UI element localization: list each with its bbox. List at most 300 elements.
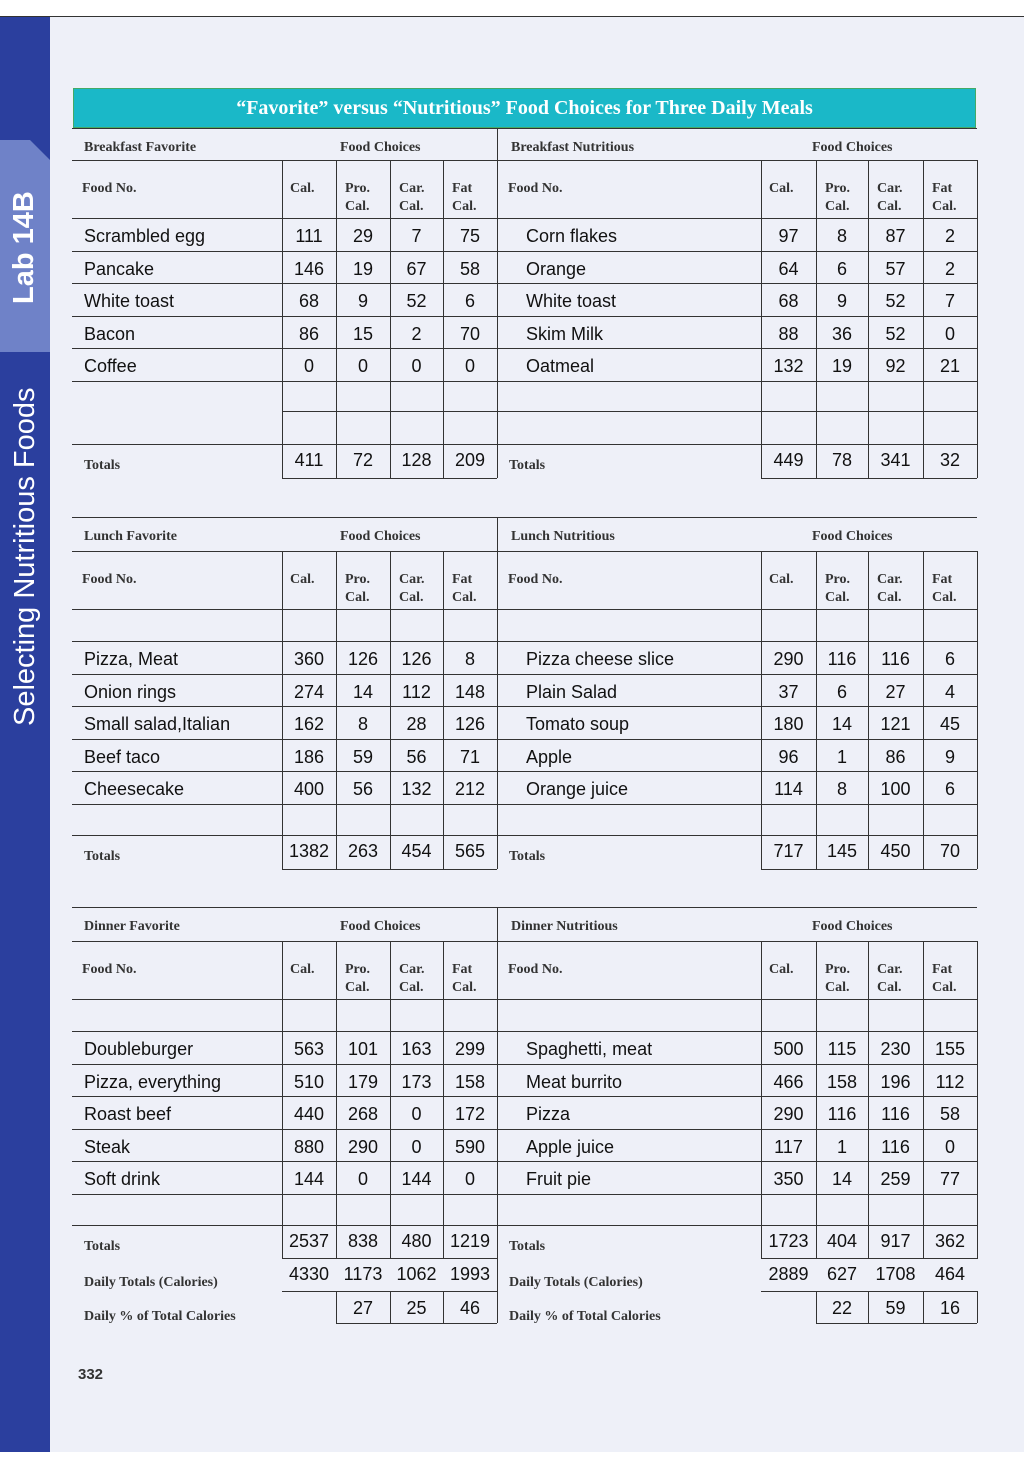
food-name: Fruit pie (526, 1169, 592, 1189)
total-value: 565 (454, 840, 486, 861)
nutritious-heading: Lunch Nutritious (511, 529, 615, 544)
total-value: 70 (939, 840, 961, 861)
total-value: 1723 (768, 1230, 809, 1251)
grid-line (72, 1194, 977, 1195)
car2-header: Cal. (399, 590, 424, 605)
grid-line (761, 1258, 977, 1259)
grid-line (72, 1096, 977, 1097)
grid-line (282, 411, 977, 412)
cal-value: 132 (773, 356, 804, 376)
pro-value: 6 (836, 681, 847, 702)
food-name: Coffee (84, 356, 137, 376)
fat-value: 9 (944, 746, 955, 767)
fat-value: 0 (944, 323, 955, 344)
food-name: Skim Milk (526, 323, 603, 344)
food-name: Pancake (84, 258, 155, 279)
food-name: Meat burrito (526, 1071, 623, 1092)
daily-total-value: 1708 (875, 1263, 916, 1284)
food-name: Pizza (526, 1104, 571, 1124)
food-name: Orange (526, 258, 587, 279)
pro-value: 36 (831, 323, 853, 344)
fat-value: 58 (939, 1104, 961, 1124)
grid-line (497, 1289, 498, 1323)
fat-value: 75 (459, 226, 481, 246)
fat-value: 4 (944, 681, 955, 702)
lab-label: Lab 14B (8, 191, 40, 304)
food-name: Cheesecake (84, 779, 185, 799)
grid-line (868, 1291, 869, 1323)
car-value: 173 (401, 1071, 432, 1092)
cal-value: 180 (773, 714, 804, 734)
pro-value: 14 (352, 681, 374, 702)
food-name: Apple juice (526, 1136, 615, 1157)
fat1-header: Fat (932, 962, 953, 977)
food-no-header: Food No. (82, 181, 137, 196)
fat-value: 70 (459, 323, 481, 344)
total-value: 263 (347, 840, 379, 861)
fat-value: 590 (454, 1136, 486, 1157)
pro-value: 6 (836, 258, 847, 279)
pro1-header: Pro. (345, 572, 371, 587)
total-value: 717 (773, 840, 804, 861)
cal-value: 37 (778, 681, 799, 702)
fat-value: 2 (944, 226, 955, 246)
cal-value: 146 (293, 258, 325, 279)
cal-value: 563 (293, 1039, 325, 1059)
cal-value: 400 (293, 779, 325, 799)
car-value: 0 (411, 1136, 422, 1157)
car-value: 163 (401, 1039, 432, 1059)
daily-pct-label: Daily % of Total Calories (509, 1308, 661, 1324)
car1-header: Car. (877, 572, 903, 587)
grid-line (977, 551, 978, 869)
fat-value: 2 (944, 258, 955, 279)
grid-line (282, 160, 283, 478)
total-value: 450 (880, 840, 911, 861)
grid-line (816, 941, 817, 1259)
pro1-header: Pro. (825, 962, 851, 977)
cal-value: 86 (298, 323, 320, 344)
grid-line (977, 941, 978, 1259)
food-name: Orange juice (526, 779, 629, 799)
car1-header: Car. (877, 962, 903, 977)
pro-value: 29 (352, 226, 374, 246)
fat-value: 112 (935, 1071, 965, 1092)
fat-value: 0 (944, 1136, 955, 1157)
car-value: 56 (406, 746, 427, 767)
fat-value: 172 (454, 1104, 486, 1124)
grid-line (72, 835, 977, 836)
daily-total-value: 2889 (768, 1263, 809, 1284)
food-name: Onion rings (84, 681, 177, 702)
totals-label: Totals (84, 1238, 121, 1254)
grid-line (761, 1291, 977, 1292)
grid-line (336, 551, 337, 869)
car-value: 2 (411, 323, 422, 344)
grid-line (282, 1258, 497, 1259)
grid-line (443, 1291, 444, 1323)
fat-value: 7 (944, 291, 955, 311)
grid-line (72, 348, 977, 349)
daily-total-value: 1993 (449, 1263, 491, 1284)
grid-line (816, 160, 817, 478)
grid-line (923, 941, 924, 1259)
cal-header: Cal. (769, 962, 794, 977)
food-name: Scrambled egg (84, 226, 206, 246)
grid-line (72, 739, 977, 740)
car-value: 230 (880, 1039, 911, 1059)
car-value: 27 (885, 681, 906, 702)
car-value: 52 (406, 291, 427, 311)
daily-total-value: 1173 (343, 1263, 383, 1284)
cal-value: 500 (773, 1039, 804, 1059)
total-value: 449 (773, 449, 804, 470)
total-value: 404 (826, 1230, 858, 1251)
daily-pct-label: Daily % of Total Calories (84, 1308, 236, 1324)
total-value: 209 (454, 449, 486, 470)
fat-value: 45 (939, 714, 961, 734)
pro2-header: Cal. (825, 199, 850, 214)
food-no-header: Food No. (82, 962, 137, 977)
car1-header: Car. (399, 962, 425, 977)
grid-line (761, 941, 762, 1259)
cal-value: 144 (293, 1169, 325, 1189)
fat2-header: Cal. (932, 980, 957, 995)
pro-value: 59 (352, 746, 374, 767)
grid-line (761, 551, 762, 869)
food-choices-heading: Food Choices (812, 529, 893, 544)
pro2-header: Cal. (345, 199, 370, 214)
fat-value: 0 (464, 356, 475, 376)
daily-pct-value: 27 (352, 1297, 374, 1318)
grid-line (443, 551, 444, 869)
car-value: 86 (885, 746, 906, 767)
daily-pct-value: 22 (831, 1297, 853, 1318)
pro-value: 0 (357, 356, 368, 376)
car2-header: Cal. (877, 980, 902, 995)
pro-value: 268 (347, 1104, 379, 1124)
pro-value: 15 (352, 323, 374, 344)
food-name: Corn flakes (526, 226, 618, 246)
car-value: 126 (401, 649, 432, 669)
pro-value: 56 (352, 779, 374, 799)
pro-value: 1 (836, 1136, 847, 1157)
grid-line (868, 941, 869, 1259)
grid-line (497, 517, 498, 869)
fat1-header: Fat (452, 181, 473, 196)
grid-line (72, 1225, 977, 1226)
car2-header: Cal. (877, 590, 902, 605)
grid-line (336, 1291, 337, 1323)
food-name: Pizza cheese slice (526, 649, 675, 669)
food-choices-heading: Food Choices (812, 919, 893, 934)
grid-line (72, 551, 977, 552)
car-value: 121 (880, 714, 911, 734)
totals-label: Totals (509, 1238, 546, 1254)
fat-value: 158 (454, 1071, 486, 1092)
food-name: Small salad,Italian (84, 714, 231, 734)
grid-line (390, 160, 391, 478)
food-no-header: Food No. (508, 572, 563, 587)
car-value: 28 (406, 714, 427, 734)
cal-value: 880 (293, 1136, 325, 1157)
grid-line (282, 941, 283, 1259)
grid-line (72, 381, 977, 382)
cal-header: Cal. (290, 962, 315, 977)
lab-tab-corner (30, 140, 50, 160)
bottom-margin (0, 1452, 1024, 1479)
fat-value: 6 (464, 291, 475, 311)
grid-line (497, 128, 498, 478)
pro-value: 0 (357, 1169, 368, 1189)
fat-value: 299 (454, 1039, 486, 1059)
pro-value: 101 (347, 1039, 379, 1059)
grid-line (72, 283, 977, 284)
food-name: Oatmeal (526, 356, 595, 376)
pro2-header: Cal. (345, 980, 370, 995)
food-name: Tomato soup (526, 714, 630, 734)
grid-line (443, 160, 444, 478)
car1-header: Car. (399, 572, 425, 587)
cal-value: 290 (773, 649, 804, 669)
fat-value: 126 (454, 714, 486, 734)
total-value: 341 (880, 449, 911, 470)
car-value: 7 (411, 226, 422, 246)
grid-line (72, 771, 977, 772)
top-margin (0, 0, 1024, 16)
car-value: 112 (402, 681, 431, 702)
food-choices-heading: Food Choices (340, 140, 421, 155)
cal-value: 111 (295, 226, 323, 246)
grid-line (923, 160, 924, 478)
car-value: 52 (885, 323, 906, 344)
cal-value: 360 (293, 649, 325, 669)
pro-value: 8 (836, 779, 847, 799)
grid-line (72, 160, 977, 161)
grid-line (816, 1323, 977, 1324)
daily-pct-value: 59 (885, 1297, 906, 1318)
food-no-header: Food No. (508, 962, 563, 977)
pro-value: 9 (357, 291, 368, 311)
food-name: Pizza, Meat (84, 649, 179, 669)
total-value: 411 (294, 449, 324, 470)
grid-line (336, 1323, 497, 1324)
cal-value: 117 (774, 1136, 803, 1157)
total-value: 838 (347, 1230, 379, 1251)
car2-header: Cal. (399, 199, 424, 214)
total-value: 78 (831, 449, 853, 470)
grid-line (72, 674, 977, 675)
grid-line (816, 1291, 817, 1323)
food-name: Roast beef (84, 1104, 172, 1124)
pro1-header: Pro. (345, 181, 371, 196)
pro-value: 116 (827, 1104, 857, 1124)
cal-value: 114 (774, 779, 803, 799)
pro-value: 19 (831, 356, 853, 376)
grid-line (72, 1129, 977, 1130)
pro-value: 1 (836, 746, 847, 767)
food-name: Plain Salad (526, 681, 618, 702)
grid-line (761, 869, 977, 870)
grid-line (977, 1291, 978, 1323)
food-name: Spaghetti, meat (526, 1039, 653, 1059)
total-value: 32 (939, 449, 961, 470)
food-no-header: Food No. (82, 572, 137, 587)
total-value: 2537 (288, 1230, 330, 1251)
cal-header: Cal. (769, 181, 794, 196)
food-name: Bacon (84, 323, 136, 344)
grid-line (282, 551, 283, 869)
car-value: 259 (880, 1169, 911, 1189)
favorite-heading: Lunch Favorite (84, 529, 177, 544)
car-value: 100 (880, 779, 911, 799)
pro-value: 19 (352, 258, 374, 279)
nutritious-heading: Breakfast Nutritious (511, 140, 635, 155)
fat-value: 58 (459, 258, 481, 279)
grid-line (443, 941, 444, 1259)
pro1-header: Pro. (345, 962, 371, 977)
fat2-header: Cal. (932, 199, 957, 214)
fat-value: 0 (464, 1169, 475, 1189)
daily-pct-value: 25 (406, 1297, 427, 1318)
grid-line (868, 551, 869, 869)
car-value: 0 (411, 356, 422, 376)
cal-value: 466 (773, 1071, 804, 1092)
car1-header: Car. (877, 181, 903, 196)
cal-header: Cal. (769, 572, 794, 587)
total-value: 145 (826, 840, 858, 861)
pro-value: 8 (836, 226, 847, 246)
pro1-header: Pro. (825, 572, 851, 587)
cal-value: 290 (773, 1104, 804, 1124)
car1-header: Car. (399, 181, 425, 196)
total-value: 1382 (288, 840, 330, 861)
cal-value: 186 (293, 746, 325, 767)
food-choices-heading: Food Choices (812, 140, 893, 155)
grid-line (761, 160, 762, 478)
cal-value: 440 (293, 1104, 325, 1124)
daily-totals-label: Daily Totals (Calories) (84, 1274, 218, 1290)
cal-header: Cal. (290, 572, 315, 587)
totals-label: Totals (84, 848, 121, 864)
fat-value: 148 (454, 681, 486, 702)
grid-line (72, 609, 977, 610)
car-value: 144 (401, 1169, 432, 1189)
car-value: 116 (881, 649, 910, 669)
pro2-header: Cal. (825, 590, 850, 605)
grid-line (72, 1161, 977, 1162)
car2-header: Cal. (877, 199, 902, 214)
pro-value: 290 (347, 1136, 379, 1157)
cal-value: 162 (293, 714, 325, 734)
page-number: 332 (78, 1366, 104, 1383)
fat-value: 71 (459, 746, 481, 767)
car-value: 132 (401, 779, 432, 799)
total-value: 128 (401, 449, 432, 470)
grid-line (977, 160, 978, 478)
grid-line (72, 804, 977, 805)
pro-value: 115 (827, 1039, 857, 1059)
cal-value: 0 (303, 356, 314, 376)
fat-value: 212 (454, 779, 486, 799)
cal-value: 64 (778, 258, 799, 279)
section-label: Selecting Nutritious Foods (9, 387, 41, 726)
cal-value: 350 (773, 1169, 804, 1189)
car-value: 87 (885, 226, 906, 246)
grid-line (282, 869, 497, 870)
totals-label: Totals (84, 457, 121, 473)
car-value: 0 (411, 1104, 422, 1124)
food-no-header: Food No. (508, 181, 563, 196)
cal-value: 96 (778, 746, 799, 767)
pro-value: 14 (831, 1169, 853, 1189)
fat2-header: Cal. (452, 590, 477, 605)
cal-value: 97 (778, 226, 799, 246)
total-value: 362 (934, 1230, 966, 1251)
grid-line (868, 160, 869, 478)
daily-pct-value: 46 (459, 1297, 481, 1318)
total-value: 72 (352, 449, 374, 470)
grid-line (390, 1291, 391, 1323)
total-value: 1219 (449, 1230, 491, 1251)
fat-value: 6 (944, 779, 955, 799)
cal-value: 68 (298, 291, 320, 311)
table-title: “Favorite” versus “Nutritious” Food Choices for Three Daily Meals (73, 88, 976, 128)
grid-line (72, 444, 977, 445)
daily-total-value: 1062 (396, 1263, 437, 1284)
fat1-header: Fat (932, 572, 953, 587)
pro-value: 14 (831, 714, 853, 734)
car-value: 116 (881, 1136, 910, 1157)
car2-header: Cal. (399, 980, 424, 995)
grid-line (390, 551, 391, 869)
grid-line (72, 999, 977, 1000)
grid-line (72, 517, 977, 518)
grid-line (923, 551, 924, 869)
cal-value: 88 (778, 323, 799, 344)
cal-value: 510 (293, 1071, 325, 1092)
food-name: Apple (526, 746, 573, 767)
grid-line (336, 160, 337, 478)
fat2-header: Cal. (452, 199, 477, 214)
food-name: Soft drink (84, 1169, 161, 1189)
car-value: 92 (885, 356, 906, 376)
fat-value: 6 (944, 649, 955, 669)
fat-value: 8 (464, 649, 475, 669)
grid-line (816, 551, 817, 869)
food-name: Doubleburger (84, 1039, 194, 1059)
pro1-header: Pro. (825, 181, 851, 196)
fat1-header: Fat (932, 181, 953, 196)
grid-line (72, 251, 977, 252)
pro2-header: Cal. (345, 590, 370, 605)
car-value: 67 (406, 258, 427, 279)
food-choices-heading: Food Choices (340, 919, 421, 934)
grid-line (72, 1064, 977, 1065)
grid-line (72, 128, 977, 129)
fat-value: 155 (934, 1039, 966, 1059)
food-choices-heading: Food Choices (340, 529, 421, 544)
nutritious-heading: Dinner Nutritious (511, 919, 618, 934)
grid-line (72, 218, 977, 219)
fat-value: 21 (939, 356, 961, 376)
cal-value: 68 (778, 291, 799, 311)
top-rule (0, 16, 1024, 17)
daily-total-value: 627 (826, 1263, 858, 1284)
food-name: Steak (84, 1136, 131, 1157)
grid-line (923, 1291, 924, 1323)
favorite-heading: Dinner Favorite (84, 919, 180, 934)
